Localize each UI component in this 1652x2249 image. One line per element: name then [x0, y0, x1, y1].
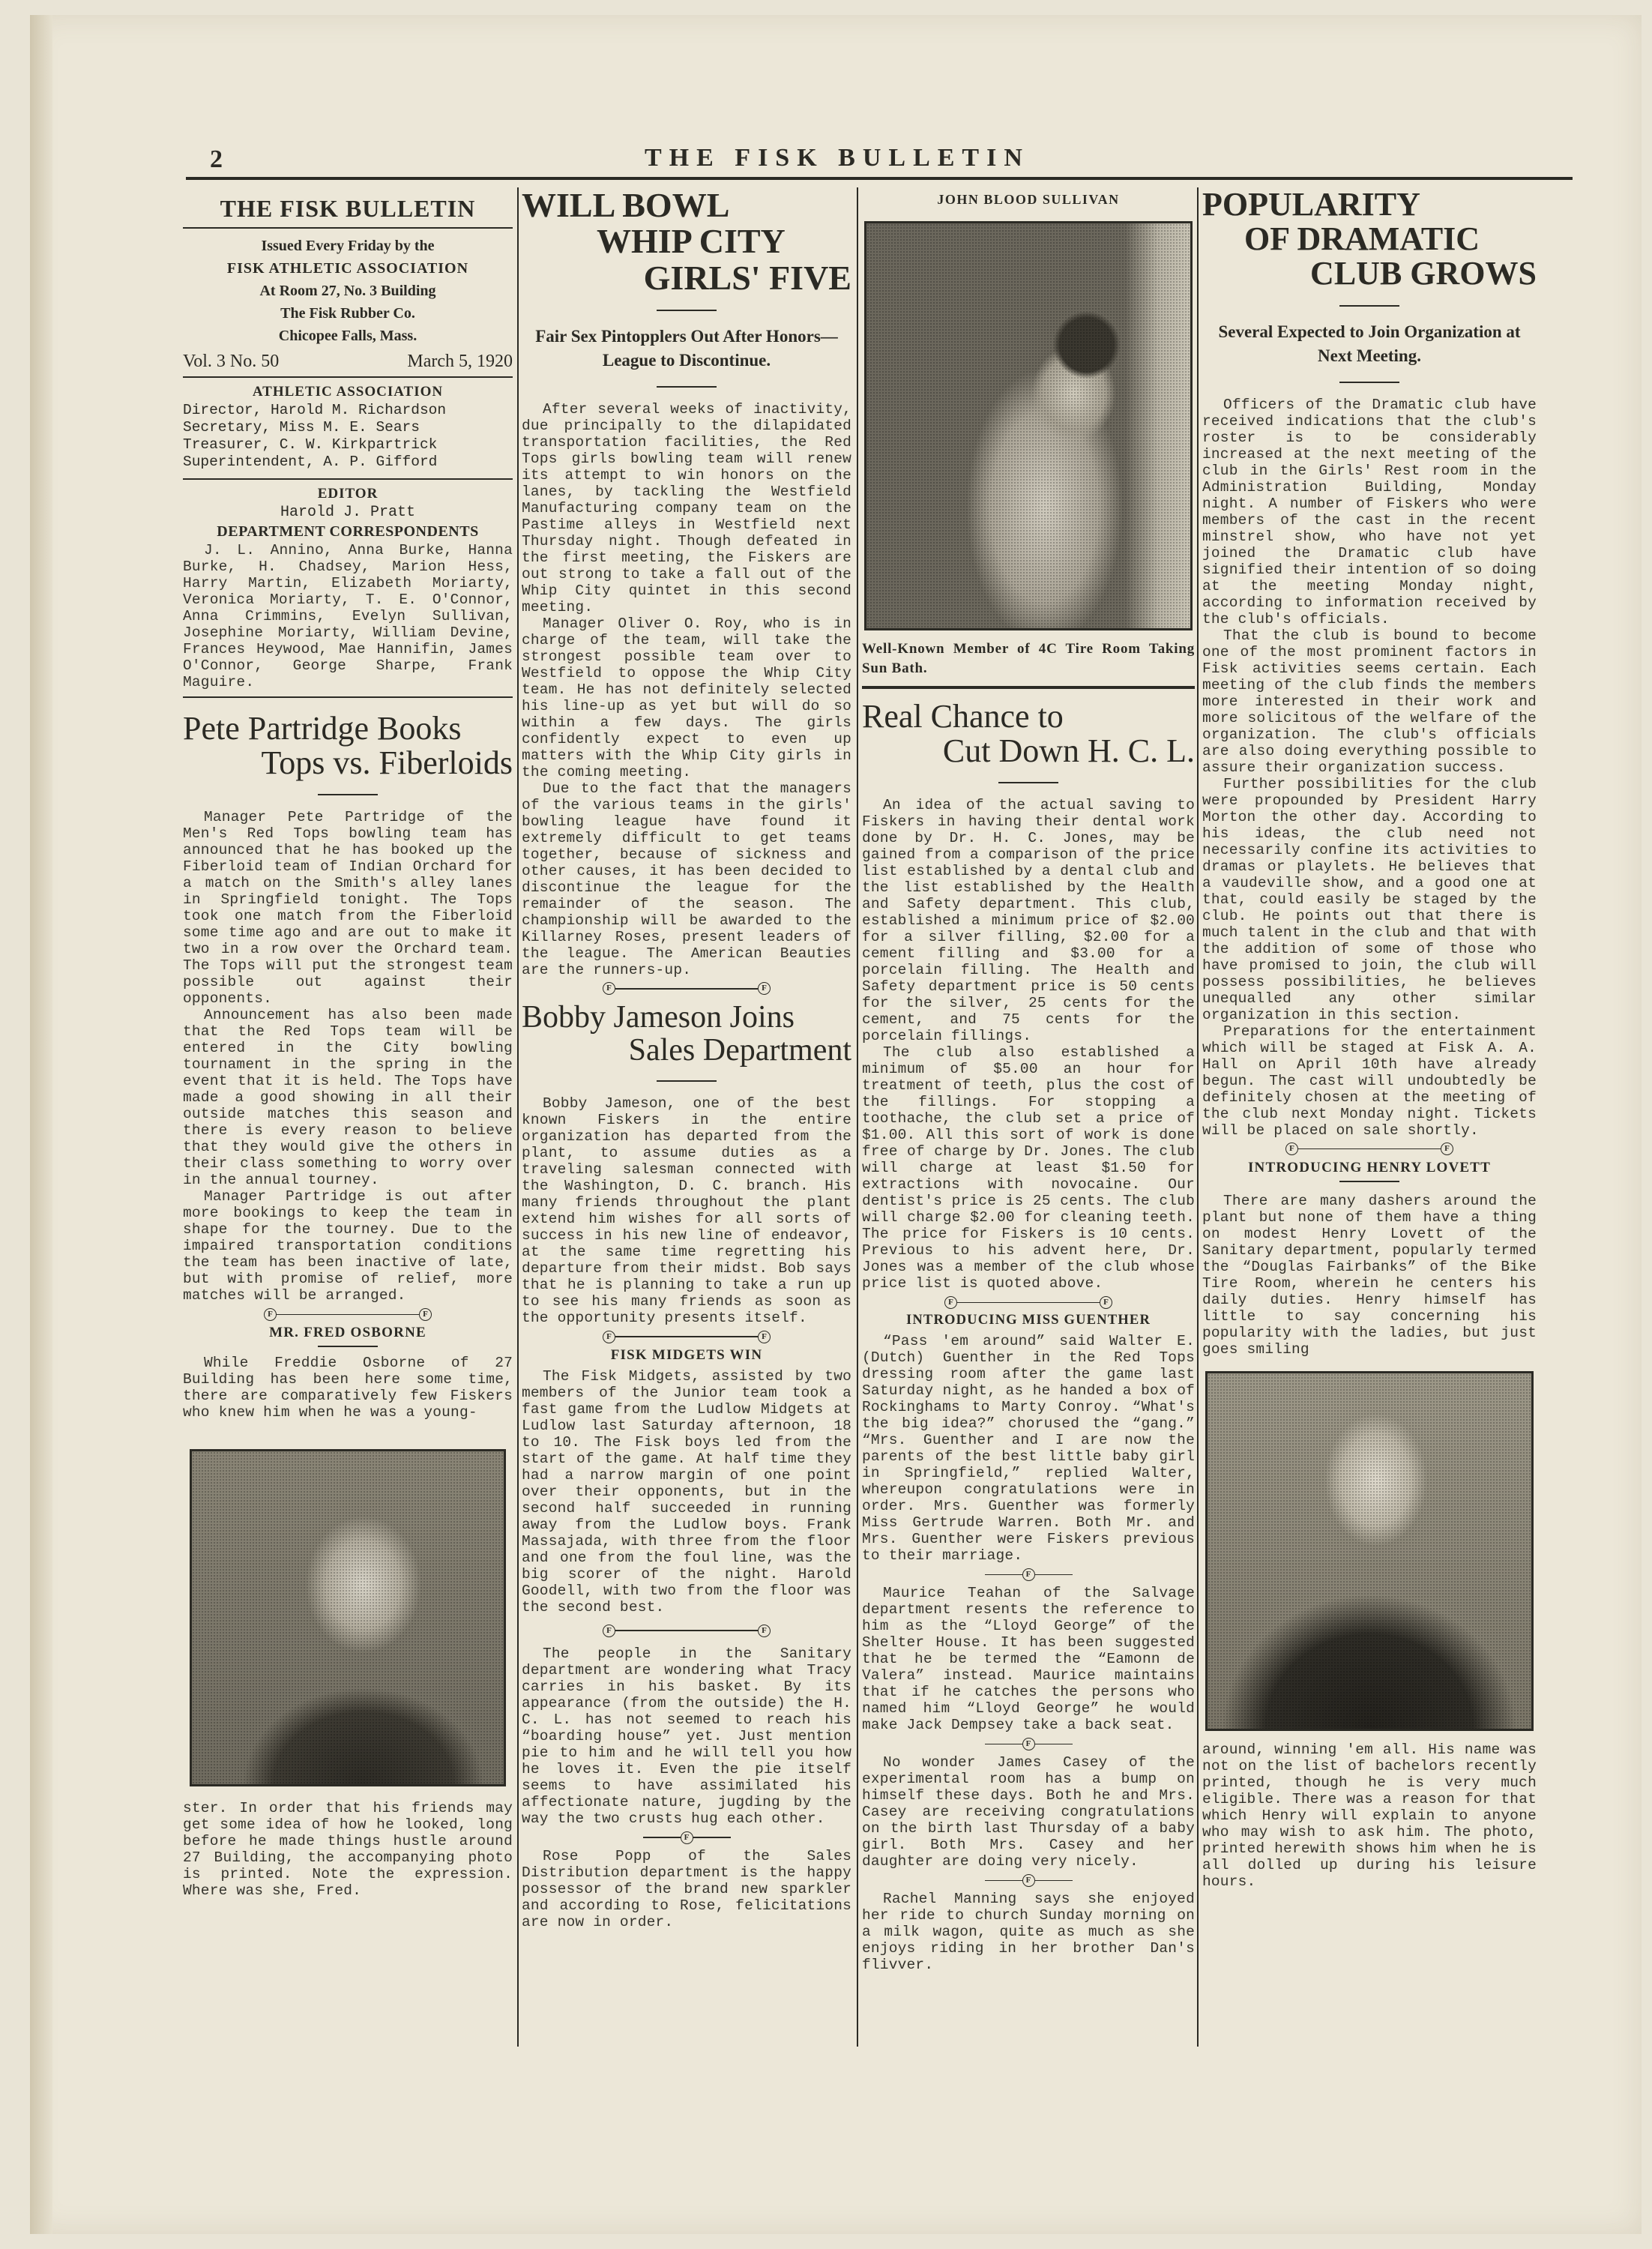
paragraph: After several weeks of inactivity, due principally to the dilapidated transportation facilities, the Red Tops girls bowling team will renew its attempt to win honors on the lanes, by tackling the Westfield Manufacturing company team on the Pastime alleys in Westfield next Thursday night. Though defeated in the first meeting, the Fiskers are out strong to take a fall out of the Whip City quintet in this second meeting. [522, 400, 851, 615]
partridge-headline-2: Tops vs. Fiberloids [261, 744, 513, 782]
rule [998, 782, 1058, 783]
header-rule [186, 177, 1573, 180]
f-emblem-icon: F [603, 1625, 615, 1637]
dramatic-headline-3: CLUB GROWS [1310, 255, 1537, 292]
jameson-headline-1: Bobby Jameson Joins [522, 999, 795, 1035]
rule [1339, 382, 1399, 383]
f-emblem-icon: F [419, 1308, 432, 1321]
rule [318, 794, 378, 795]
officer-line: Superintendent, A. P. Gifford [183, 454, 438, 470]
lovett-article-continued [1202, 1741, 1537, 1890]
tracy-item [522, 1646, 851, 1827]
rule [183, 696, 513, 698]
whip-city-deck: Fair Sex Pintopplers Out After Honors—League to Discontinue. [535, 326, 838, 370]
midgets-headline: FISK MIDGETS WIN [610, 1347, 763, 1364]
midgets-article [522, 1368, 851, 1616]
volume-number: Vol. 3 No. 50 [183, 352, 280, 371]
paragraph: Rachel Manning says she enjoyed her ride to church Sunday morning on a milk wagon, quite as much as she enjoys riding in her brother Dan's flivver. [862, 1891, 1195, 1974]
paragraph: “Pass 'em around” said Walter E. (Dutch) Guenther in the Red Tops dressing room after the game last Saturday night, as he handed a box of Rockinghams to Marty Conroy. “What's the big idea?” chorused the “gang.” “Mrs. Guenther and I are now the parents of the best little baby girl in Springfield,” replied Walter, whereupon congratulations were in order. Mrs. Guenther was formerly Miss Gertrude Warren. Both Mr. and Mrs. Guenther were Fiskers previous to their marriage. [862, 1333, 1195, 1565]
rule [183, 227, 513, 229]
paragraph: The Fisk Midgets, assisted by two members of the Junior team took a fast game from the Ludlow Midgets at Ludlow last Saturday afternoon, 18 to 10. The Fisk boys led from the start of the game. At half time they had a narrow margin of one point over their opponents, but in the second half succeeded in running away from the Ludlow boys. Frank Massajada, with three from the floor and one from the foul line, was the big scorer of the night. Harold Goodell, with two from the floor was the second best. [522, 1368, 851, 1616]
partridge-headline-1: Pete Partridge Books [183, 710, 462, 747]
jameson-headline-2: Sales Department [628, 1032, 851, 1068]
f-divider [862, 1295, 1195, 1310]
column-rule [1197, 187, 1199, 2047]
f-emblem-icon: F [1100, 1296, 1112, 1309]
issue-date: March 5, 1920 [407, 352, 513, 371]
rule [1339, 1181, 1399, 1182]
paragraph: Manager Partridge is out after more bookings to keep the team in shape for the tourney. Due to the impaired transportation conditions the team has been inactive of late, but with promise of relief, more matches will be arranged. [183, 1188, 513, 1304]
paragraph: Further possibilities for the club were propounded by President Harry Morton the other day. According to his ideas, the club need not necessarily confine its activities to dramas or playlets. He believes that a vaudeville show, and a good one at that, could easily be staged by the club. He points out that there is much talent in the club and that with the addition of some of those who have promised to join, the club will possess possibilities, he believes unequalled any other similar organization in this section. [1202, 775, 1537, 1023]
fred-osborne-photo [190, 1449, 506, 1786]
f-divider [862, 1567, 1195, 1582]
guenther-headline: INTRODUCING MISS GUENTHER [905, 1313, 1151, 1328]
f-emblem-icon: F [603, 1331, 615, 1343]
paragraph: The club also established a minimum of $5.00 an hour for treatment of teeth, plus the cost of the fillings. For stopping a toothache, the club set a price of $1.00. All this sort of work is done free of charge by Dr. Jones. The club will charge at least $1.50 for extractions with novocaine. Our dentist's price is 25 cents. The club will charge $2.00 for cleaning teeth. The price for Fiskers is 10 cents. Previous to his advent here, Dr. Jones was a member of the club whose price list is quoted above. [862, 1044, 1195, 1292]
sullivan-photo-title: JOHN BLOOD SULLIVAN [937, 192, 1120, 207]
correspondents-heading: DEPARTMENT CORRESPONDENTS [217, 523, 479, 540]
rule [657, 386, 717, 388]
rule [318, 1346, 378, 1347]
f-divider [522, 1830, 851, 1845]
volume-row [183, 352, 513, 372]
f-divider [1202, 1142, 1537, 1157]
paragraph: The people in the Sanitary department are wondering what Tracy carries in his basket. By its appearance (from the outside) the H. C. L. has not seemed to reach his “boarding house” yet. Just mention pie to him and he will tell you how he loves it. Even the pie itself seems to have assimilated his affectionate nature, jugding by the way the two crusts hug each other. [522, 1646, 851, 1828]
paragraph: Bobby Jameson, one of the best known Fiskers in the entire organization has departed from the plant, to assume duties as a traveling salesman connected with the Washington, D. C. branch. His many friends throughout the plant extend him wishes for all sorts of success in his new line of endeavor, at the same time regretting his departure from their midst. Bob says that he is planning to take a run up to see his many friends as soon as the opportunity presents itself. [522, 1095, 851, 1327]
f-emblem-icon: F [1022, 1568, 1035, 1581]
whip-city-headline-1: WILL BOWL [522, 186, 730, 224]
column-1 [183, 187, 513, 1899]
popp-item [522, 1848, 851, 1930]
correspondents-list [183, 542, 513, 690]
osborne-headline: MR. FRED OSBORNE [269, 1325, 426, 1341]
masthead-line: Chicopee Falls, Mass. [278, 328, 417, 344]
page-edge [30, 15, 52, 2234]
column-4 [1202, 187, 1537, 1890]
rule [657, 310, 717, 311]
rule [657, 1080, 717, 1082]
manning-item [862, 1891, 1195, 1973]
sullivan-photo-caption: Well-Known Member of 4C Tire Room Taking Sun Bath. [862, 641, 1195, 676]
masthead-line: The Fisk Rubber Co. [280, 305, 415, 322]
paragraph: Manager Pete Partridge of the Men's Red Tops bowling team has announced that he has booked up the Fiberloid team of Indian Orchard for a match on the Smith's alley lanes in Springfield tonight. The Tops took one match from the Fiberloid some time ago and are out to make it two in a row over the Orchard team. The Tops will put the strongest team possible out against their opponents. [183, 809, 513, 1008]
paragraph: Preparations for the entertainment which will be staged at Fisk A. A. Hall on April 10th have already begun. The cast will undoubtedly be definitely chosen at the meeting of the club next Monday night. Tickets will be placed on sale shortly. [1202, 1023, 1537, 1139]
masthead-title: THE FISK BULLETIN [220, 195, 476, 222]
column-rule [857, 187, 858, 2047]
paragraph: There are many dashers around the plant but none of them have a thing on modest Henry Lovett of the Sanitary department, popularly termed the “Douglas Fairbanks” of the Bike Tire Room, wherein he centers his daily duties. Henry himself has little to say concerning his popularity with the ladies, but just goes smiling [1202, 1192, 1537, 1358]
whip-city-headline-3: GIRLS' FIVE [643, 258, 851, 297]
paragraph: around, winning 'em all. His name was not on the list of bachelors recently printed, though he is very much eligible. There was a reason for that which Henry will explain to anyone who may wish to ask him. The photo, printed herewith shows him when he is all dolled up during his leisure hours. [1202, 1741, 1537, 1890]
paragraph: While Freddie Osborne of 27 Building has been here some time, there are comparatively few Fiskers who knew him when he was a young- [183, 1355, 513, 1421]
paragraph: Announcement has also been made that the Red Tops team will be entered in the City bowling tournament in the spring in the event that it is held. The Tops have made a good showing in all their outside matches this season and there is every reason to believe that they would give the others in their class something to worry over in the annual tourney. [183, 1007, 513, 1189]
athletic-association-heading: ATHLETIC ASSOCIATION [252, 384, 444, 400]
correspondents-text: J. L. Annino, Anna Burke, Hanna Burke, H. Chadsey, Marion Hess, Harry Martin, Elizabeth Moriarty, Veronica Moriarty, T. E. O'Connor, Anna Crimmins, Evelyn Sullivan, Josephine Moriarty, William Devine, Frances Heywood, Mae Hannifin, James O'Connor, George Sharpe, Frank Maguire. [183, 542, 513, 690]
column-rule [517, 187, 519, 2047]
paragraph: Manager Oliver O. Roy, who is in charge of the team, will take the strongest possible team over to Westfield to oppose the Whip City team. He has not definitely selected his line-up as yet but will do so within a few days. The girls confidently expect to even up matters with the Whip City girls in the coming meeting. [522, 615, 851, 780]
f-divider [522, 1329, 851, 1344]
dramatic-article [1202, 397, 1537, 1139]
masthead-line: At Room 27, No. 3 Building [259, 283, 436, 299]
osborne-article-continued [183, 1800, 513, 1899]
partridge-article [183, 809, 513, 1304]
hcl-article [862, 797, 1195, 1292]
paragraph: No wonder James Casey of the experimental room has a bump on himself these days. Both he and Mrs. Casey are receiving congratulations on the birth last Thursday of a baby girl. Both Mrs. Casey and her daughter are doing very nicely. [862, 1754, 1195, 1870]
editor-name: Harold J. Pratt [280, 504, 416, 521]
paragraph: Maurice Teahan of the Salvage department resents the reference to him as the “Lloyd George” of the Shelter House. It has been suggested that he be termed the “Eamonn de Valera” instead. Maurice maintains that if he catches the persons who named him “Lloyd George” he would make Jack Dempsey take a back seat. [862, 1585, 1195, 1734]
f-divider [183, 1307, 513, 1322]
f-emblem-icon: F [758, 982, 771, 995]
f-emblem-icon: F [1022, 1738, 1035, 1750]
masthead-line: Issued Every Friday by the [261, 238, 435, 254]
f-emblem-icon: F [758, 1625, 771, 1637]
casey-item [862, 1754, 1195, 1870]
f-emblem-icon: F [1441, 1142, 1453, 1155]
masthead-info [183, 235, 513, 347]
officer-line: Director, Harold M. Richardson [183, 402, 447, 418]
f-divider [522, 981, 851, 996]
whip-city-article [522, 401, 851, 978]
teahan-item [862, 1585, 1195, 1733]
dramatic-headline-1: POPULARITY [1202, 186, 1420, 223]
page-number: 2 [210, 145, 223, 173]
paragraph: ster. In order that his friends may get some idea of how he looked, long before he made things hustle around 27 Building, the accompanying photo is printed. Note the expression. Where was she, Fred. [183, 1800, 513, 1900]
lovett-article [1202, 1193, 1537, 1358]
dramatic-deck: Several Expected to Join Organization at Next Meeting. [1218, 322, 1521, 365]
column-2 [522, 187, 851, 1930]
lovett-headline: INTRODUCING HENRY LOVETT [1247, 1159, 1492, 1175]
osborne-article [183, 1355, 513, 1421]
jameson-article [522, 1095, 851, 1326]
dramatic-headline-2: OF DRAMATIC [1244, 220, 1480, 258]
f-emblem-icon: F [944, 1296, 957, 1309]
hcl-headline-2: Cut Down H. C. L. [942, 732, 1195, 770]
henry-lovett-photo [1205, 1371, 1534, 1731]
masthead-line: FISK ATHLETIC ASSOCIATION [226, 260, 469, 277]
f-emblem-icon: F [1285, 1142, 1298, 1155]
f-emblem-icon: F [1022, 1874, 1035, 1887]
f-emblem-icon: F [603, 982, 615, 995]
rule [1339, 305, 1399, 307]
paragraph: Rose Popp of the Sales Distribution department is the happy possessor of the brand new sparkler and according to Rose, felicitations are now in order. [522, 1848, 851, 1931]
paragraph: Officers of the Dramatic club have received indications that the club's roster is to be considerably increased at the next meeting of the club in the Girls' Rest room in the Administration Building, Monday night. A number of Fiskers who were members of the cast in the recent minstrel show, who have not yet joined the Dramatic club have signified their intention of so doing at the meeting Monday night, according to information received by the club's officials. [1202, 396, 1537, 627]
guenther-article [862, 1333, 1195, 1564]
f-divider [522, 1623, 851, 1638]
rule [862, 686, 1195, 689]
paragraph: Due to the fact that the managers of the various teams in the girls' bowling league have found it extremely difficult to get teams together, because of sickness and other causes, it has been decided to discontinue the league for the remainder of the season. The championship will be awarded to the Killarney Roses, present leaders of the league. The American Beauties are the runners-up. [522, 780, 851, 978]
editor-heading: EDITOR [317, 486, 379, 502]
column-3 [862, 187, 1195, 1973]
f-emblem-icon: F [758, 1331, 771, 1343]
paragraph: That the club is bound to become one of the most prominent factors in Fisk activities seems certain. Each meeting of the club finds the members more interested in their work and more solicitous of the welfare of the organization. The club's officials are also doing everything possible to assure their organization success. [1202, 627, 1537, 776]
john-sullivan-photo [864, 221, 1193, 630]
officer-line: Secretary, Miss M. E. Sears [183, 419, 420, 436]
rule [183, 478, 513, 480]
hcl-headline-1: Real Chance to [862, 698, 1064, 735]
paragraph: An idea of the actual saving to Fiskers in having their dental work done by Dr. H. C. Jones, may be gained from a comparison of the price list established by a dental club and the list established by the Health and Safety department. This club, established a minimum price of $2.00 for a silver filling, $2.00 for a cement filling and $3.00 for a porcelain filling. The Health and Safety department price is 50 cents for the silver, 25 cents for the cement, and 75 cents for the porcelain fillings. [862, 797, 1195, 1045]
running-title: THE FISK BULLETIN [645, 144, 1030, 172]
f-emblem-icon: F [681, 1831, 693, 1844]
rule [183, 376, 513, 378]
f-emblem-icon: F [264, 1308, 277, 1321]
officer-line: Treasurer, C. W. Kirkpartrick [183, 436, 438, 453]
whip-city-headline-2: WHIP CITY [597, 222, 786, 261]
f-divider [862, 1873, 1195, 1888]
running-head [210, 142, 1582, 180]
f-divider [862, 1736, 1195, 1751]
